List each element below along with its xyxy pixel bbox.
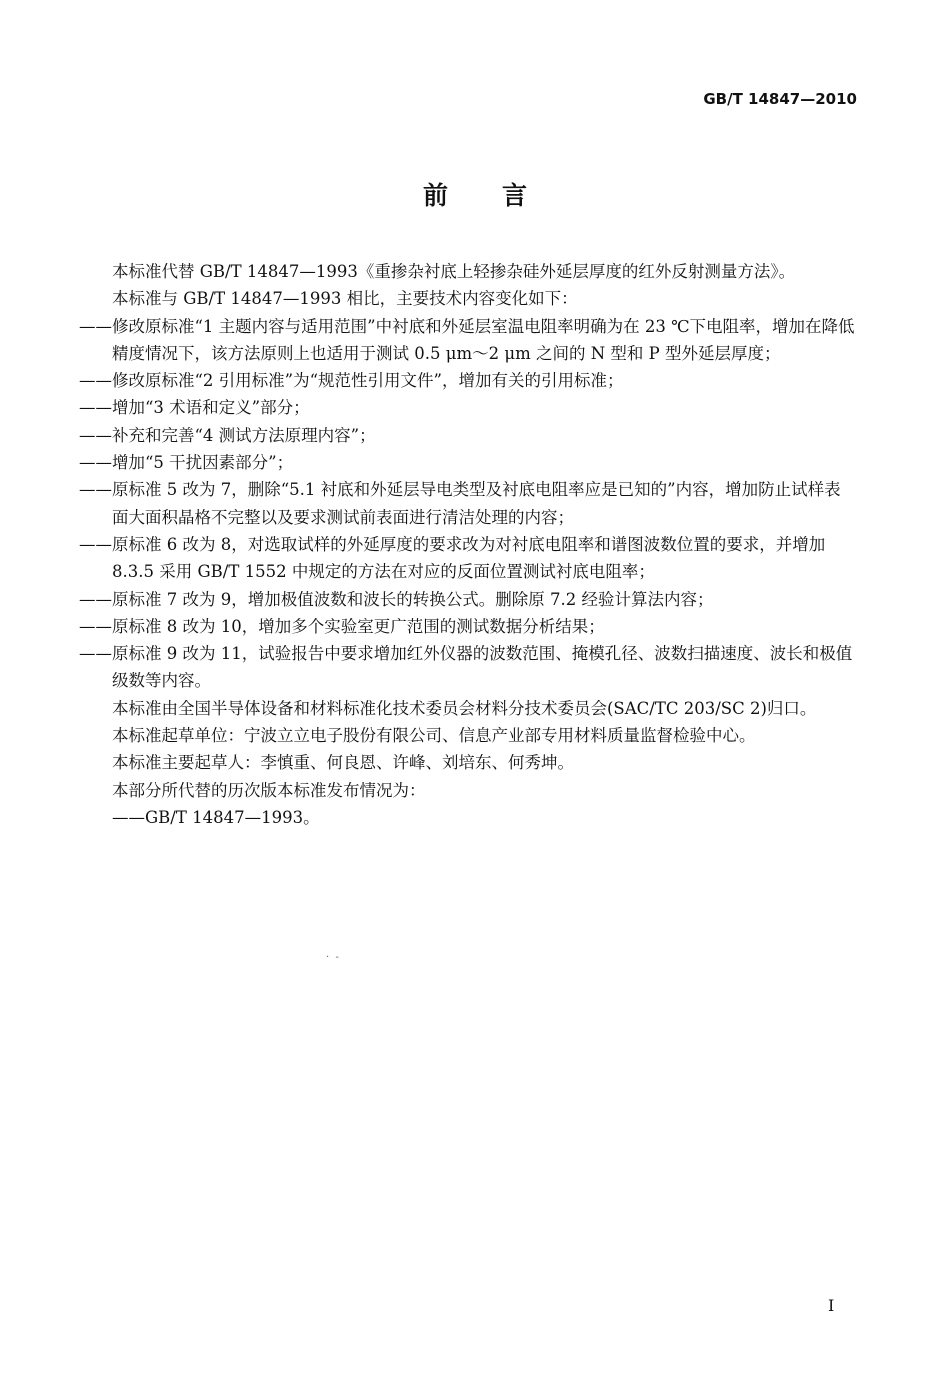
page-number: I (828, 1296, 835, 1315)
outro-paragraph: 本标准由全国半导体设备和材料标准化技术委员会材料分技术委员会(SAC/TC 203/SC 2)归口。 (112, 698, 817, 718)
change-item: ——原标准 8 改为 10，增加多个实验室更广范围的测试数据分析结果； (79, 616, 605, 636)
change-item: ——补充和完善“4 测试方法原理内容”； (79, 425, 376, 445)
previous-version-item: ——GB/T 14847—1993。 (112, 807, 320, 827)
foreword-body (79, 258, 857, 831)
page-title: 前言 (422, 181, 581, 210)
intro-paragraph: 本标准代替 GB/T 14847—1993《重掺杂衬底上轻掺杂硅外延层厚度的红外反射测量方法》。 (112, 262, 796, 281)
change-item: ——原标准 9 改为 11，试验报告中要求增加红外仪器的波数范围、掩模孔径、波数扫描速度、波长和极值级数等内容。 (79, 644, 853, 691)
standard-code: GB/T 14847—2010 (703, 90, 857, 108)
outro-paragraph: 本部分所代替的历次版本标准发布情况为： (112, 780, 426, 800)
scan-artifact: · - (326, 952, 339, 963)
change-item: ——原标准 5 改为 7，删除“5.1 衬底和外延层导电类型及衬底电阻率应是已知的”内容，增加防止试样表面大面积晶格不完整以及要求测试前表面进行清洁处理的内容； (79, 480, 841, 527)
outro-paragraph: 本标准主要起草人：李慎重、何良恩、许峰、刘培东、何秀坤。 (112, 753, 574, 773)
change-item: ——修改原标准“2 引用标准”为“规范性引用文件”，增加有关的引用标准； (79, 371, 624, 391)
change-item: ——原标准 6 改为 8，对选取试样的外延厚度的要求改为对衬底电阻率和谱图波数位置的要求，并增加 8.3.5 采用 GB/T 1552 中规定的方法在对应的反面位置测试衬底电阻率； (79, 534, 826, 582)
change-item: ——增加“3 术语和定义”部分； (79, 398, 310, 418)
change-item: ——修改原标准“1 主题内容与适用范围”中衬底和外延层室温电阻率明确为在 23 ℃下电阻率，增加在降低精度情况下，该方法原则上也适用于测试 0.5 μm～2 μm 之间的 N 型和 P 型外延层厚度； (79, 316, 855, 363)
intro-paragraph: 本标准与 GB/T 14847—1993 相比，主要技术内容变化如下： (112, 289, 578, 309)
change-item: ——增加“5 干扰因素部分”； (79, 453, 294, 473)
outro-paragraph: 本标准起草单位：宁波立立电子股份有限公司、信息产业部专用材料质量监督检验中心。 (112, 726, 756, 746)
change-item: ——原标准 7 改为 9，增加极值波数和波长的转换公式。删除原 7.2 经验计算法内容； (79, 589, 714, 609)
